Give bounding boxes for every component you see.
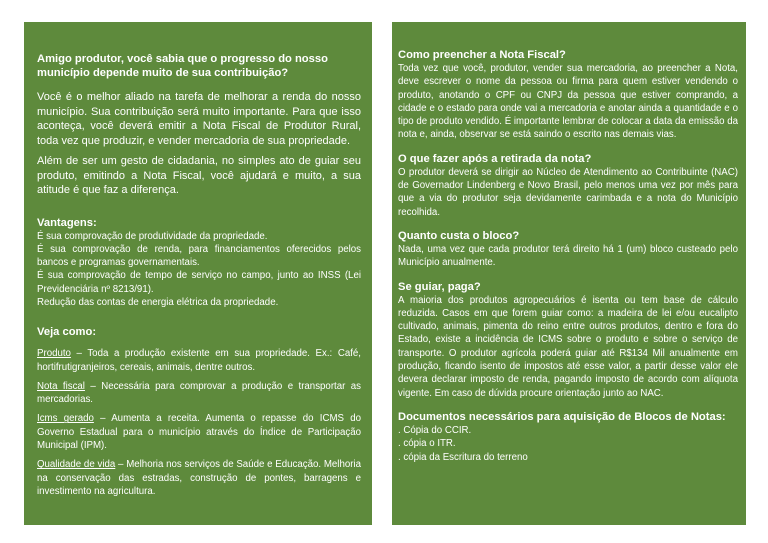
retirada-text: O produtor deverá se dirigir ao Núcleo de Atendimento ao Contribuinte (NAC) de Governador Lindenberg e Novo Brasil, pelo menos uma vez por mês para que a via do produtor seja devidamente carimbada e a nota do Município recolhida. [398,166,738,218]
veja-term: Nota fiscal [37,380,85,392]
como-text: Toda vez que você, produtor, vender sua mercadoria, ao preencher a Nota, deve escrever o nome da pessoa ou firma para quem estiver vendendo o produto, anotando o CPF ou CNPJ da pessoa que estiver comprando, a cidade e o estado para onde vai a mercadoria e anotar ainda a quantidade e o tipo de produto vendido. É importante lembrar de colocar a data da emissão da nota e, ainda, observar se está saindo o escrito nas demais vias. [398,63,738,141]
veja-term: Qualidade de vida [37,459,116,471]
como-heading: Como preencher a Nota Fiscal? [398,49,566,61]
veja-text: – Necessária para comprovar a produção e transportar as mercadorias. [37,380,361,406]
list-item: . cópia o ITR. [398,438,456,450]
veja-item-produto [37,347,361,374]
intro-paragraph-1: Você é o melhor aliado na tarefa de melhorar a renda do nosso município. Sua contribuição será muito importante. Para que isso aconteça, você deverá emitir a Nota Fiscal de Produtor Rural, toda vez que produzir, e vender mercadoria de sua propriedade. [37,91,361,147]
retirada-heading: O que fazer após a retirada da nota? [398,152,592,165]
intro-heading: Amigo produtor, você sabia que o progresso do nosso município depende muito de sua contribuição? [37,53,328,79]
veja-term: Icms gerado [37,413,94,425]
right-panel [392,22,746,525]
intro-paragraph-2: Além de ser um gesto de cidadania, no simples ato de guiar seu produto, emitindo a Nota Fiscal, você ajudará e muito, a sua atitude é que faz a diferença. [37,155,361,196]
custa-heading: Quanto custa o bloco? [398,229,520,242]
vantagens-list [37,230,361,310]
veja-text: – Aumenta a receita. Aumenta o repasse do ICMS do Governo Estadual para o município através do Índice de Participação Municipal (IPM). [37,413,362,452]
list-item: É sua comprovação de tempo de serviço no campo, junto ao INSS (Lei Previdenciária nº 8213/91). [37,270,361,295]
docs-list [398,424,738,464]
veja-text: – Toda a produção existente em sua propriedade. Ex.: Café, hortifrutigranjeiros, cereais, animais, dentre outros. [37,348,361,373]
custa-text: Nada, uma vez que cada produtor terá direito há 1 (um) bloco custeado pelo Município anualmente. [398,243,738,269]
left-panel [24,22,372,525]
list-item: . Cópia do CCIR. [398,424,472,436]
list-item: É sua comprovação de produtividade da propriedade. [37,230,268,242]
veja-term: Produto [37,348,71,360]
veja-item-qualidade [37,458,361,498]
veja-heading: Veja como: [37,326,97,339]
vantagens-heading: Vantagens: [37,216,97,229]
veja-text: – Melhoria nos serviços de Saúde e Educação. Melhoria na conservação das estradas, construção de pontes, barragens e investimento na agricultura. [37,459,361,497]
list-item: Redução das contas de energia elétrica da propriedade. [37,296,279,308]
paga-heading: Se guiar, paga? [398,280,481,293]
veja-item-icms [37,412,361,452]
list-item: . cópia da Escritura do terreno [398,451,528,463]
paga-text: A maioria dos produtos agropecuários é isenta ou tem base de cálculo reduzida. Casos em que forem guiar como: a madeira de lei e/ou eucalipto cultivado, animais, pimenta do reino entre outros produtos, dentro e fora do Estado, existe a incidência de ICMS sobre o produto e sobre o serviço de transporte. O produtor agrícola poderá guiar até R$134 Mil anualmente em produção, ficando isento de impostos até esse valor, a partir desse valor ele devera declarar imposto de renda, pagando imposto de acordo com alíquota vigente. Em caso de dúvida procure orientação junto ao NAC. [398,294,738,399]
list-item: É sua comprovação de renda, para financiamentos oferecidos pelos bancos e programas governamentais. [37,243,361,269]
docs-heading: Documentos necessários para aquisição de Blocos de Notas: [398,410,726,423]
veja-item-nota-fiscal [37,380,361,407]
